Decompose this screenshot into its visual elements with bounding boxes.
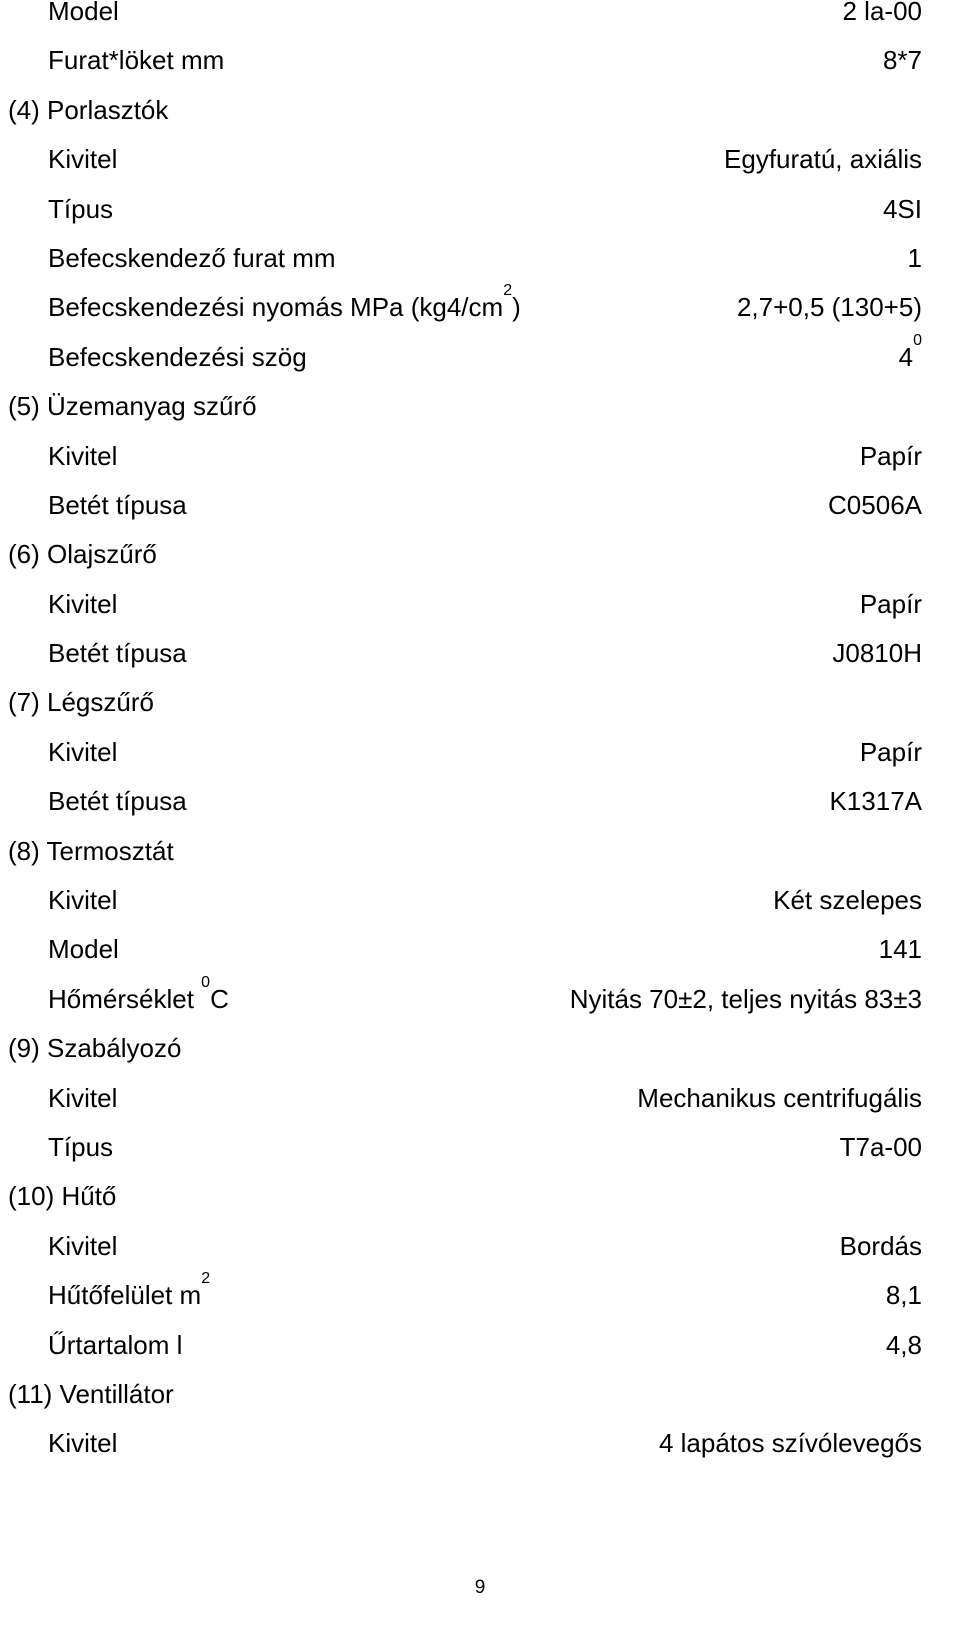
label-superscript: 0	[201, 973, 211, 991]
label-text: Befecskendező furat mm	[48, 242, 336, 273]
spec-row	[0, 440, 960, 494]
spec-row	[0, 331, 960, 395]
spec-value	[839, 1230, 922, 1261]
section-heading	[8, 391, 257, 422]
spec-value	[885, 1329, 922, 1360]
label-text: (6) Olajszűrő	[8, 539, 157, 570]
spec-value	[773, 885, 922, 916]
label-superscript: 2	[503, 282, 513, 300]
label-text: Típus	[48, 1131, 114, 1162]
label-text: Kivitel	[48, 588, 118, 619]
value-text: Bordás	[839, 1230, 922, 1261]
spec-row	[0, 1428, 960, 1481]
label-text: Kivitel	[48, 144, 118, 175]
value-text: 4,8	[885, 1329, 922, 1360]
label-text: (5) Üzemanyag szűrő	[8, 391, 257, 422]
spec-value	[724, 144, 922, 175]
spec-label	[48, 489, 187, 520]
spec-label	[48, 638, 187, 669]
value-text: 4	[898, 341, 914, 372]
spec-label	[48, 144, 118, 175]
spec-row	[0, 242, 960, 296]
section-heading	[8, 1033, 182, 1064]
section-heading	[8, 539, 157, 570]
label-text: Kivitel	[48, 885, 118, 916]
value-text: Mechanikus centrifugális	[637, 1082, 922, 1113]
spec-label	[48, 1329, 183, 1360]
spec-value	[878, 934, 922, 965]
spec-label	[48, 786, 187, 817]
spec-value	[569, 983, 922, 1014]
spec-value	[843, 0, 923, 24]
spec-value	[736, 292, 922, 323]
value-text: 4 lapátos szívólevegős	[658, 1428, 922, 1459]
spec-row	[0, 786, 960, 839]
spec-label	[48, 440, 118, 471]
label-text: Típus	[48, 193, 114, 224]
spec-row	[0, 489, 960, 543]
spec-row	[0, 1329, 960, 1383]
spec-label	[48, 973, 229, 1014]
label-text: Befecskendezési nyomás MPa (kg4/cm	[48, 292, 504, 323]
spec-row	[0, 45, 960, 98]
label-text: (7) Légszűrő	[8, 687, 154, 718]
label-text: Befecskendezési szög	[48, 341, 307, 372]
label-text: Kivitel	[48, 1230, 118, 1261]
label-text: (8) Termosztát	[8, 835, 174, 866]
label-text: (11) Ventillátor	[8, 1378, 174, 1409]
value-text: T7a-00	[839, 1131, 922, 1162]
label-text: Kivitel	[48, 1428, 118, 1459]
section-heading-row	[0, 1181, 960, 1234]
spec-row	[0, 1270, 960, 1333]
label-text: Model	[48, 934, 119, 965]
section-heading-row	[0, 1378, 960, 1432]
spec-row	[0, 885, 960, 938]
value-text: J0810H	[832, 638, 922, 669]
section-heading-row	[0, 94, 960, 148]
label-text: (9) Szabályozó	[8, 1033, 182, 1064]
spec-label	[48, 1131, 114, 1162]
spec-label	[48, 1428, 118, 1459]
spec-row	[0, 973, 960, 1037]
spec-value	[882, 45, 922, 76]
section-heading	[8, 1181, 117, 1212]
spec-label	[48, 341, 307, 372]
label-suffix: )	[512, 292, 521, 323]
label-text: (4) Porlasztók	[8, 94, 169, 125]
value-text: 141	[878, 934, 922, 965]
spec-value	[859, 440, 922, 471]
value-text: 4SI	[882, 193, 922, 224]
spec-value	[907, 242, 922, 273]
label-text: Betét típusa	[48, 638, 187, 669]
spec-label	[48, 0, 119, 24]
value-text: K1317A	[829, 786, 922, 817]
spec-label	[48, 1270, 211, 1311]
spec-row	[0, 193, 960, 247]
value-text: Egyfuratú, axiális	[724, 144, 922, 175]
spec-value	[898, 331, 922, 372]
spec-row	[0, 588, 960, 642]
value-text: Nyitás 70±2, teljes nyitás 83±3	[569, 983, 922, 1014]
spec-value	[882, 193, 922, 224]
label-text: Kivitel	[48, 440, 118, 471]
label-text: Kivitel	[48, 1082, 118, 1113]
value-superscript: 0	[913, 331, 922, 349]
section-heading	[8, 835, 174, 866]
label-suffix: C	[210, 983, 229, 1014]
spec-value	[832, 638, 922, 669]
value-text: 8*7	[882, 45, 922, 76]
spec-value	[637, 1082, 922, 1113]
value-text: C0506A	[828, 489, 922, 520]
spec-label	[48, 934, 119, 965]
page-number: 9	[474, 1577, 486, 1598]
value-text: Két szelepes	[773, 885, 922, 916]
section-heading-row	[0, 835, 960, 889]
section-heading	[8, 94, 169, 125]
spec-value	[658, 1428, 922, 1459]
label-text: Betét típusa	[48, 786, 187, 817]
section-heading-row	[0, 687, 960, 740]
spec-value	[839, 1131, 922, 1162]
spec-row	[0, 1082, 960, 1136]
spec-label	[48, 193, 114, 224]
section-heading-row	[0, 1033, 960, 1086]
label-text: Furat*löket mm	[48, 45, 225, 76]
spec-row	[0, 282, 960, 345]
spec-value	[859, 588, 922, 619]
spec-label	[48, 588, 118, 619]
section-heading-row	[0, 391, 960, 444]
value-text: 1	[907, 242, 922, 273]
label-text: Betét típusa	[48, 489, 187, 520]
spec-row	[0, 638, 960, 691]
spec-label	[48, 282, 521, 323]
section-heading	[8, 1378, 174, 1409]
section-heading-row	[0, 539, 960, 592]
spec-row	[0, 0, 960, 49]
spec-row	[0, 1230, 960, 1284]
section-heading	[8, 687, 154, 718]
spec-label	[48, 45, 225, 76]
value-text: Papír	[859, 440, 922, 471]
spec-value	[859, 736, 922, 767]
label-text: Hűtőfelület m	[48, 1280, 202, 1311]
spec-row	[0, 144, 960, 197]
label-text: Hőmérséklet	[48, 983, 202, 1014]
value-text: 8,1	[885, 1280, 922, 1311]
label-text: Kivitel	[48, 736, 118, 767]
spec-label	[48, 1230, 118, 1261]
spec-label	[48, 242, 336, 273]
spec-value	[828, 489, 922, 520]
spec-row	[0, 1131, 960, 1185]
value-text: Papír	[859, 588, 922, 619]
spec-row	[0, 934, 960, 987]
spec-value	[885, 1280, 922, 1311]
label-superscript: 2	[201, 1270, 211, 1288]
spec-label	[48, 885, 118, 916]
label-text: Model	[48, 0, 119, 26]
label-text: Űrtartalom l	[48, 1329, 183, 1360]
spec-value	[829, 786, 922, 817]
label-text: (10) Hűtő	[8, 1181, 117, 1212]
spec-label	[48, 736, 118, 767]
spec-row	[0, 736, 960, 790]
value-text: 2 la-00	[842, 0, 922, 26]
value-text: Papír	[859, 736, 922, 767]
value-text: 2,7+0,5 (130+5)	[736, 292, 922, 323]
spec-label	[48, 1082, 118, 1113]
